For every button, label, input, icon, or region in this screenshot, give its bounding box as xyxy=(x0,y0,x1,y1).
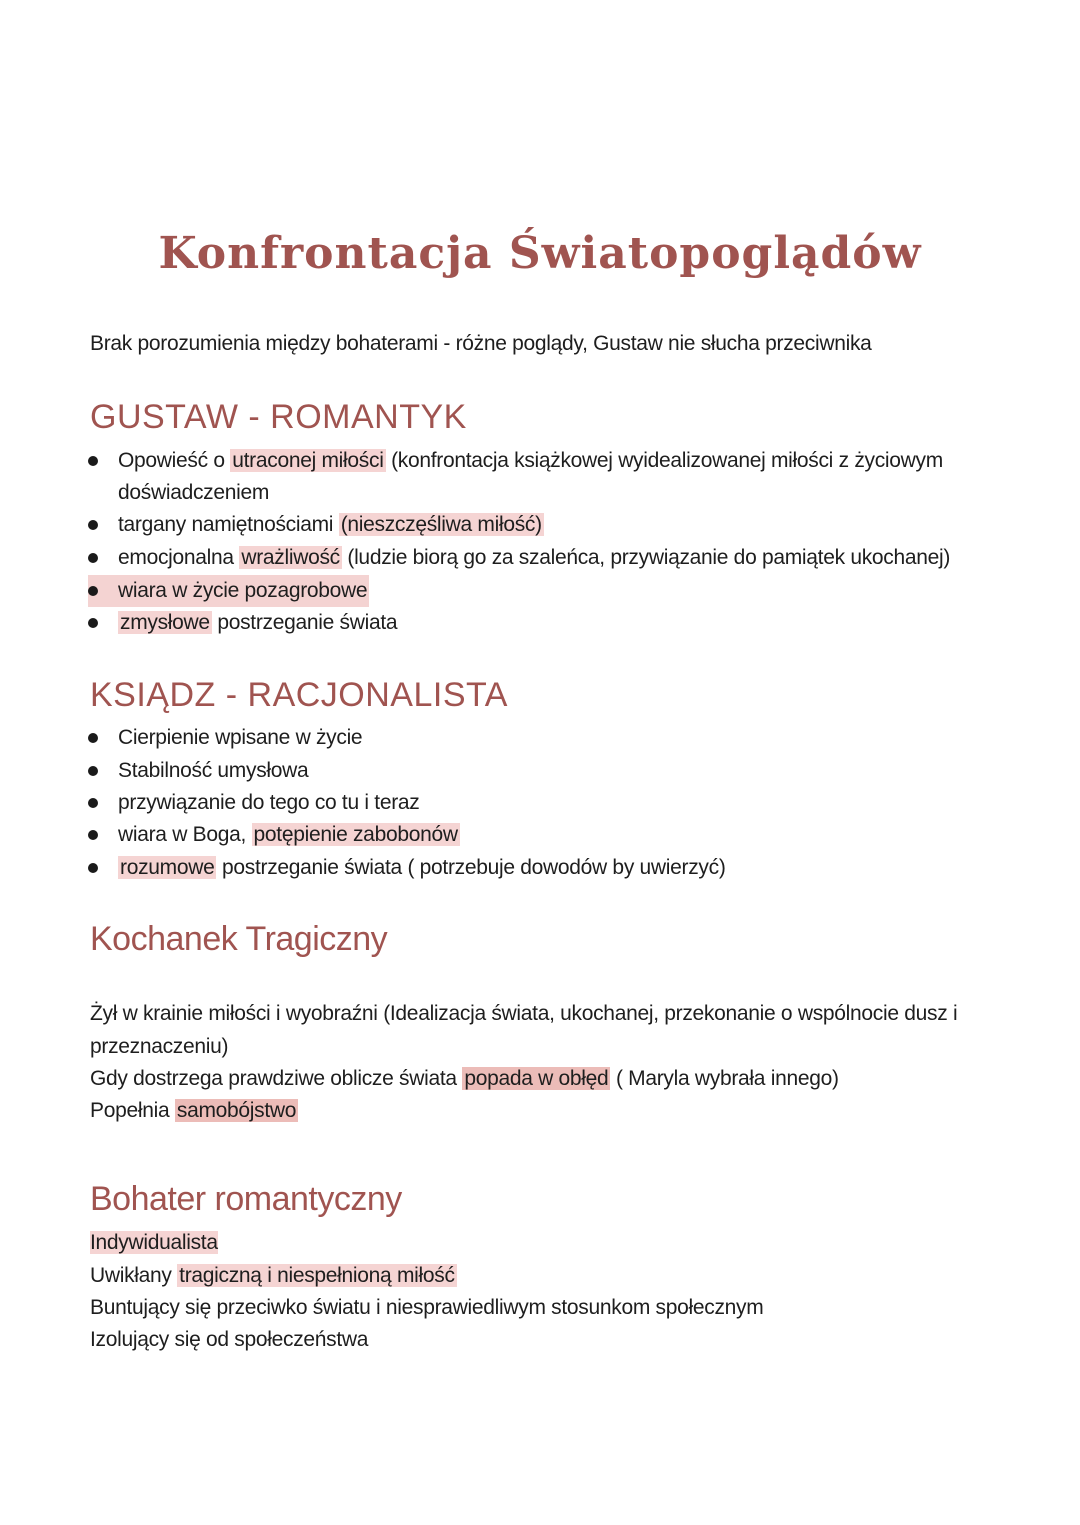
bullet-icon xyxy=(88,863,98,873)
bohater-line-2 xyxy=(90,1260,457,1292)
highlight: popada w obłęd xyxy=(464,1067,609,1090)
paragraph-text: Gdy dostrzega prawdziwe oblicze świata xyxy=(90,1067,463,1090)
list-item xyxy=(118,755,308,787)
list-item xyxy=(118,852,726,884)
item-text: przywiązanie do tego co tu i teraz xyxy=(118,791,420,814)
bullet-icon xyxy=(88,586,98,596)
list-item xyxy=(118,509,544,541)
paragraph-text: ( Maryla wybrała innego) xyxy=(610,1067,839,1090)
item-text: emocjonalna xyxy=(118,546,240,569)
bohater-line-1 xyxy=(90,1227,218,1259)
list-item xyxy=(118,607,397,639)
heading-ksiadz: KSIĄDZ - RACJONALISTA xyxy=(90,676,508,714)
item-text: postrzeganie świata xyxy=(211,611,398,634)
heading-bohater: Bohater romantyczny xyxy=(90,1180,402,1218)
item-text: Opowieść o xyxy=(118,449,231,472)
bullet-icon xyxy=(88,618,98,628)
highlight: Indywidualista xyxy=(90,1231,218,1254)
item-text: targany namiętnościami xyxy=(118,513,339,536)
list-item xyxy=(118,445,943,509)
highlight: rozumowe xyxy=(120,856,215,879)
highlight: tragiczną i niespełnioną miłość xyxy=(179,1264,455,1287)
item-text-continuation: doświadczeniem xyxy=(118,481,270,504)
highlight: (nieszczęśliwa miłość) xyxy=(340,513,542,536)
item-text: postrzeganie świata ( potrzebuje dowodów by uwierzyć) xyxy=(216,856,726,879)
bullet-icon xyxy=(88,456,98,466)
item-text: wiara w Boga, xyxy=(118,823,252,846)
page-title: Konfrontacja Światopoglądów xyxy=(158,228,922,279)
list-item xyxy=(118,819,460,851)
bullet-icon xyxy=(88,766,98,776)
highlight: wrażliwość xyxy=(241,546,340,569)
bohater-line-4: Izolujący się od społeczeństwa xyxy=(90,1328,369,1351)
kochanek-paragraph-2 xyxy=(90,1063,839,1095)
bullet-icon xyxy=(88,830,98,840)
item-text: Stabilność umysłowa xyxy=(118,759,309,782)
bullet-icon xyxy=(88,553,98,563)
highlight: utraconej miłości xyxy=(232,449,384,472)
bohater-line-3: Buntujący się przeciwko światu i niesprawiedliwym stosunkom społecznym xyxy=(90,1296,764,1319)
highlight: zmysłowe xyxy=(120,611,210,634)
kochanek-paragraph-1 xyxy=(90,997,957,1063)
list-item xyxy=(118,787,419,819)
paragraph-line: Żył w krainie miłości i wyobraźni (Idealizacja świata, ukochanej, przekonanie o wspólnocie dusz i xyxy=(90,1002,958,1025)
intro-text: Brak porozumienia między bohaterami - różne poglądy, Gustaw nie słucha przeciwnika xyxy=(90,332,872,355)
heading-gustaw: GUSTAW - ROMANTYK xyxy=(90,398,467,436)
paragraph-text: Popełnia xyxy=(90,1099,175,1122)
bullet-icon xyxy=(88,520,98,530)
item-text: Cierpienie wpisane w życie xyxy=(118,726,363,749)
paragraph-text: Uwikłany xyxy=(90,1264,178,1287)
list-item xyxy=(118,722,362,754)
highlight: samobójstwo xyxy=(176,1099,297,1122)
highlight: potępienie zabobonów xyxy=(253,823,458,846)
kochanek-paragraph-3 xyxy=(90,1095,298,1127)
highlight: wiara w życie pozagrobowe xyxy=(118,579,368,602)
paragraph-line: przeznaczeniu) xyxy=(90,1035,229,1058)
bullet-icon xyxy=(88,733,98,743)
bullet-icon xyxy=(88,798,98,808)
item-text: (ludzie biorą go za szaleńca, przywiązanie do pamiątek ukochanej) xyxy=(341,546,951,569)
item-text: (konfrontacja książkowej wyidealizowanej miłości z życiowym xyxy=(385,449,943,472)
list-item xyxy=(118,542,950,574)
list-item xyxy=(88,575,369,607)
heading-kochanek: Kochanek Tragiczny xyxy=(90,920,388,958)
